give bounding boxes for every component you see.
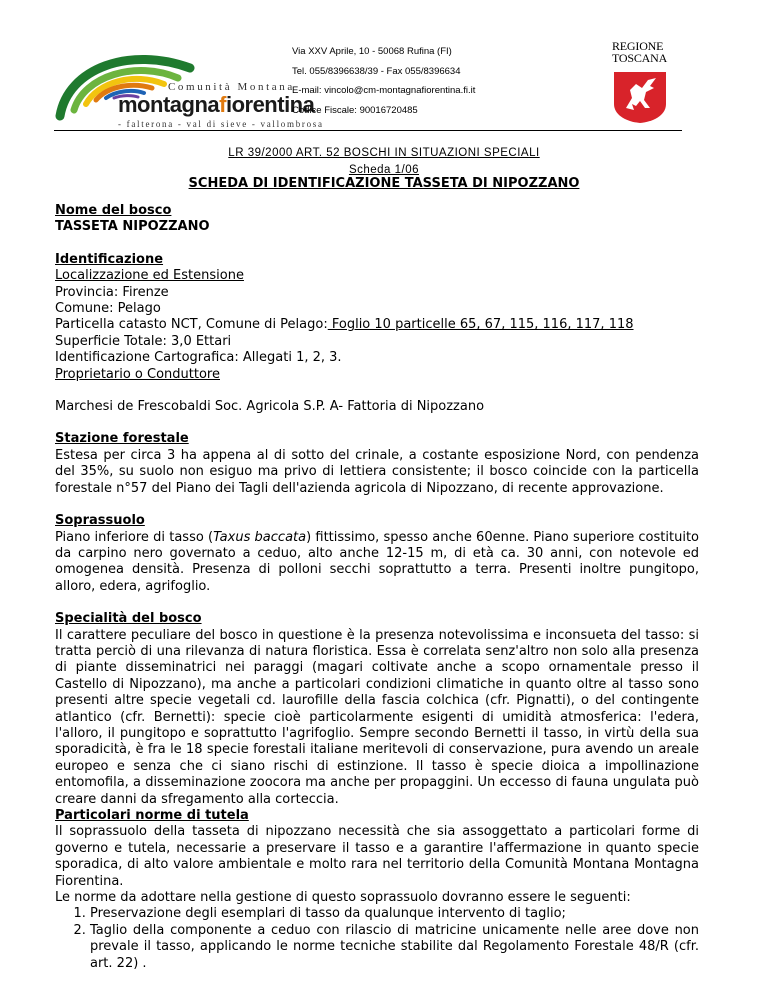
contact-email: E-mail: vincolo@cm-montagnafiorentina.fi.it [292,85,476,96]
comunita-montana-logo [50,38,324,134]
sheet-number: Scheda 1/06 [348,164,420,176]
particella-line: Particella catasto NCT, Comune di Pelago: Foglio 10 particelle 65, 67, 115, 116, 117, 118 [55,317,634,333]
tutela-rules-list [55,906,699,972]
region-name-line2: TOSCANA [612,51,668,65]
regione-toscana-emblem [612,40,668,64]
pegasus-shield-icon [612,70,668,124]
document-body [55,203,699,972]
logo-brand-name: montagnafiorentina [118,92,315,117]
section-heading-nome: Nome del bosco [55,203,172,218]
provincia-line: Provincia: Firenze [55,284,169,300]
subheading-localizzazione: Localizzazione ed Estensione [55,268,244,284]
header-divider [54,130,682,131]
contact-phone: Tel. 055/8396638/39 - Fax 055/8396634 [292,65,461,77]
cartografica-line: Identificazione Cartografica: Allegati 1, 2, 3. [55,350,342,366]
document-title: SCHEDA DI IDENTIFICAZIONE TASSETA DI NIPOZZANO [188,176,580,191]
section-heading-identificazione: Identificazione [55,251,164,267]
section-heading-tutela: Particolari norme di tutela [55,808,249,823]
logo-tagline: - falterona - val di sieve - vallombrosa [118,119,324,129]
stazione-paragraph: Estesa per circa 3 ha appena al di sotto del crinale, a costante esposizione Nord, con pendenza del 35%, su suolo non esiguo ma privo di lettiera consistente; il bosco coincide con la particella forestale n°57 del Piano dei Tagli dell'azienda agricola di Nipozzano, di recente approvazione. [55,447,699,496]
region-name-line1: REGIONE [612,39,664,53]
law-reference-title: LR 39/2000 ART. 52 BOSCHI IN SITUAZIONI SPECIALI [228,147,540,159]
contact-tax-code: Codice Fiscale: 90016720485 [292,104,418,116]
subheading-proprietario: Proprietario o Conduttore [55,366,220,382]
section-heading-specialita: Specialità del bosco [55,611,202,627]
superficie-line: Superficie Totale: 3,0 Ettari [55,333,232,349]
tutela-paragraph: Il soprassuolo della tasseta di nipozzano necessità che sia assoggettato a particolari forme di governo e tutela, necessarie a preservare il tasso e a garantire l'affermazione in quanto specie sporadica, di alto valore ambientale e molto rara nel territorio della Comunità Montana Montagna Fiorentina. [55,824,699,889]
species-name: Taxus baccata [213,529,307,545]
tutela-intro: Le norme da adottare nella gestione di questo soprassuolo dovranno essere le seguenti: [55,890,631,906]
list-item: 1. Preservazione degli esemplari di tasso da qualunque intervento di taglio; [90,906,699,922]
logo-community-label: Comunità Montana [168,81,295,93]
contact-address: Via XXV Aprile, 10 - 50068 Rufina (FI) [292,46,452,57]
soprassuolo-paragraph: Piano inferiore di tasso (Taxus baccata) fittissimo, spesso anche 60enne. Piano superiore costituito da carpino nero governato a ceduo, alto anche 12-15 m, di età ca. 30 anni, con notevole ed omogenea densità. Presenza di polloni secchi soprattutto a terra. Presenti inoltre pungitopo, alloro, edera, agrifoglio. [55,529,699,594]
section-heading-stazione: Stazione forestale [55,431,189,447]
contact-block [292,42,475,120]
proprietario-value: Marchesi de Frescobaldi Soc. Agricola S.P. A- Fattoria di Nipozzano [55,399,485,415]
comune-line: Comune: Pelago [55,301,161,317]
list-item: 2. Taglio della componente a ceduo con rilascio di matricine unicamente nelle aree dove non prevale il tasso, applicando le norme tecniche stabilite dal Regolamento Forestale 48/R (cfr. art. 22) . [90,923,699,972]
forest-name: TASSETA NIPOZZANO [55,219,210,235]
specialita-paragraph: Il carattere peculiare del bosco in questione è la presenza notevolissima e inconsueta del tasso: si tratta perciò di una rilevanza di natura floristica. Essa è correlata senz'altro non solo alla presenza di piante disseminatrici nei paraggi (magari coltivate anche a scopo ornamentale presso il Castello di Nipozzano), ma anche a particolari condizioni climatiche in quanto oltre al tasso sono presenti altre specie vegetali cd. laurofille della fascia colchica (cfr. Pignatti), o del contingente atlantico (cfr. Bernetti): specie cioè particolarmente esigenti di umidità atmosferica: l'edera, l'alloro, il pungitopo e soprattutto l'agrifoglio. Sempre secondo Bernetti il tasso, in virtù della sua sporadicità, è fra le 18 specie forestali italiane meritevoli di conservazione, pura avendo un areale europeo e senza che ci siano rischi di estinzione. Il tasso è specie dioica a impollinazione entomofila, a disseminazione zoocora ma anche per propaggini. Un eccesso di fauna ungulata può creare danni da sfregamento alla corteccia. [55,627,699,807]
section-heading-soprassuolo: Soprassuolo [55,513,145,529]
